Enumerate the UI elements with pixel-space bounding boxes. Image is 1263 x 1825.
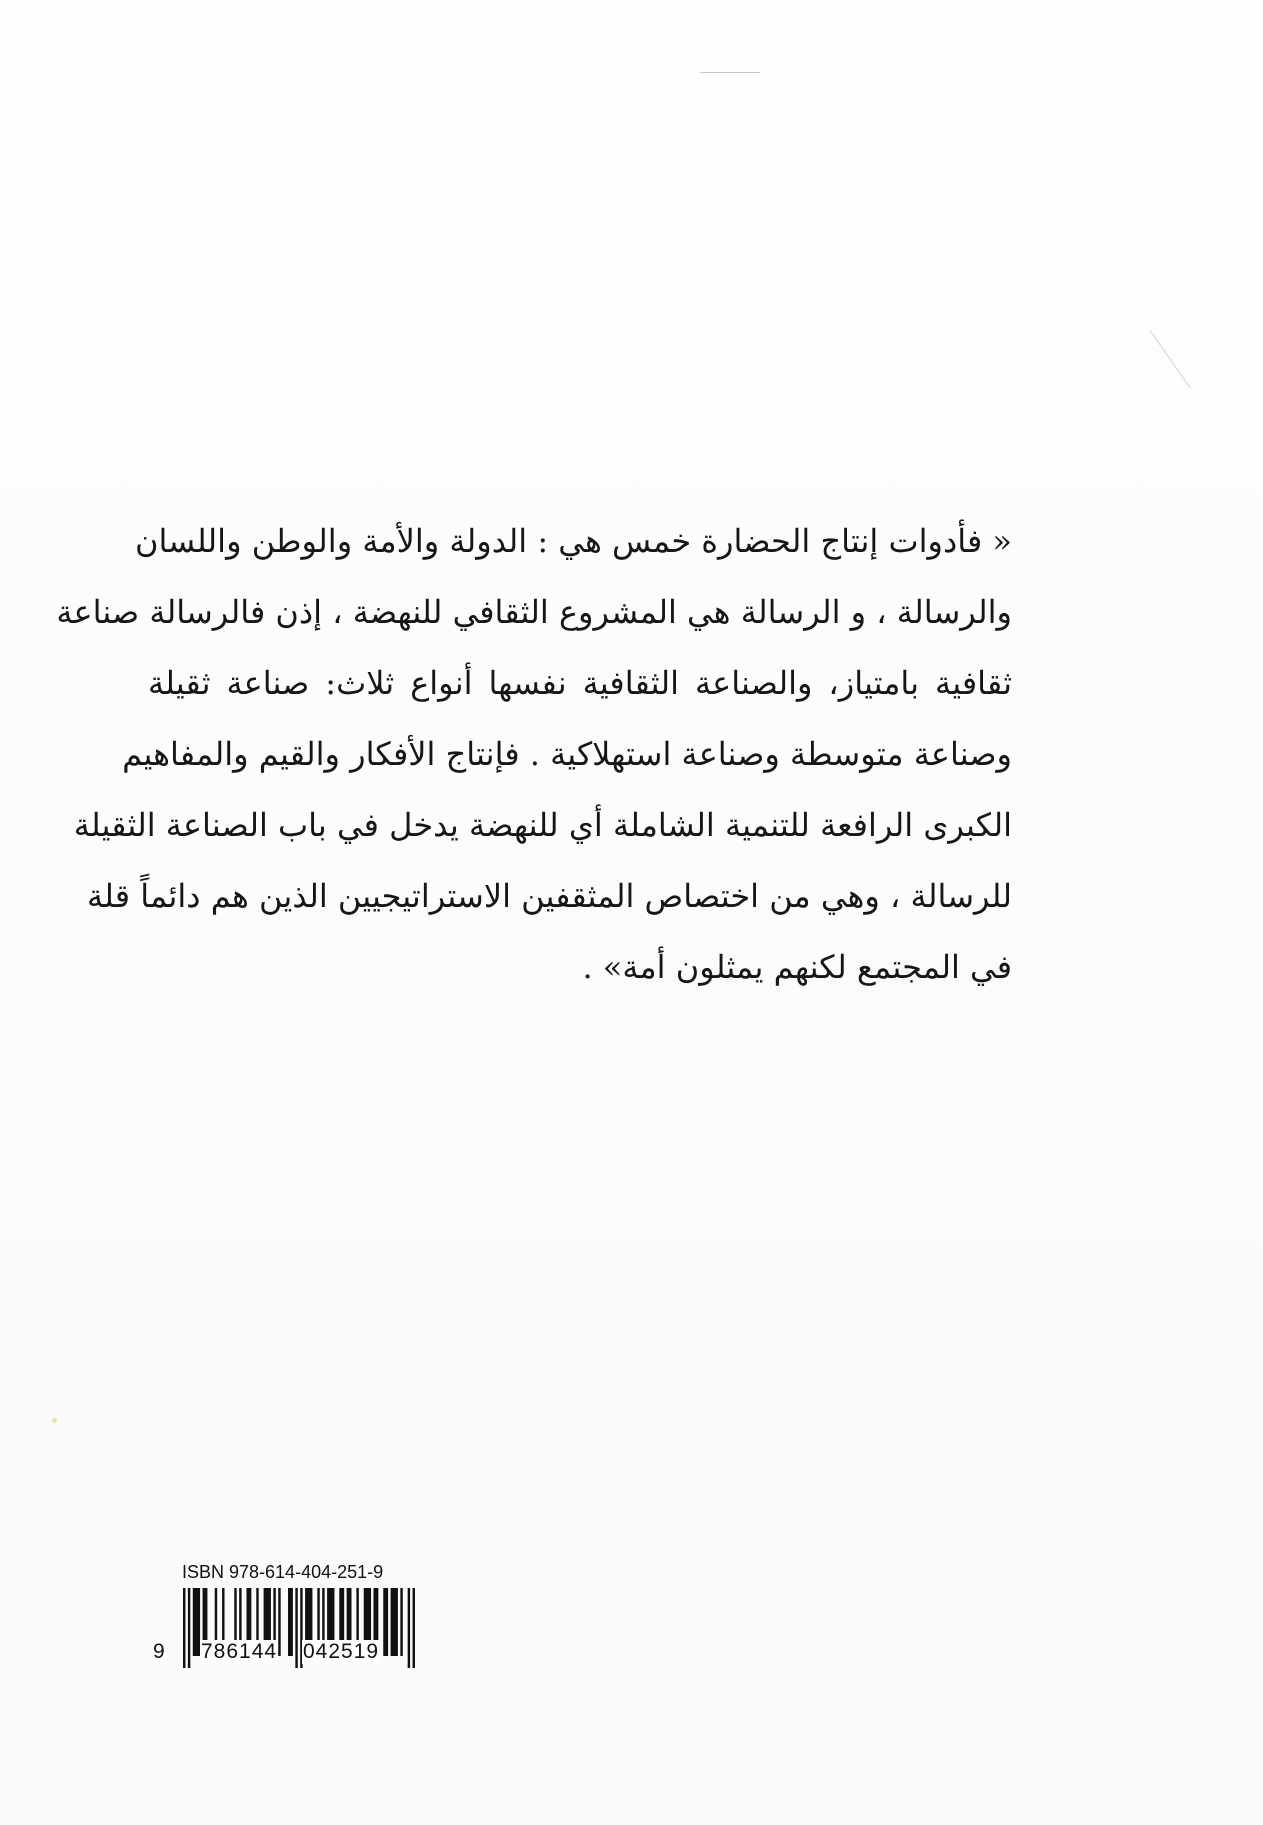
paper-scratch-mark (1150, 330, 1191, 388)
paper-speck (52, 1418, 57, 1423)
quote-line: ثقافية بامتياز، والصناعة الثقافية نفسها أنواع ثلاث: صناعة ثقيلة (148, 664, 1012, 702)
isbn-label: ISBN 978-614-404-251-9 (182, 1562, 384, 1582)
quote-line: الكبرى الرافعة للتنمية الشاملة أي للنهضة يدخل في باب الصناعة الثقيلة (73, 806, 1012, 844)
isbn-barcode (152, 1562, 422, 1672)
barcode-digits-right: 042519 (303, 1640, 380, 1663)
quote-line: « فأدوات إنتاج الحضارة خمس هي : الدولة والأمة والوطن واللسان (135, 522, 1012, 560)
quote-line: والرسالة ، و الرسالة هي المشروع الثقافي للنهضة ، إذن فالرسالة صناعة (56, 593, 1012, 631)
paper-scratch-mark (700, 72, 760, 73)
barcode-digits-left: 786144 (201, 1640, 278, 1663)
quote-line: وصناعة متوسطة وصناعة استهلاكية . فإنتاج الأفكار والقيم والمفاهيم (122, 735, 1012, 773)
barcode-digit-lead: 9 (153, 1640, 166, 1663)
barcode-digits (152, 1640, 422, 1670)
cover-quote (56, 506, 1012, 1003)
quote-line: للرسالة ، وهي من اختصاص المثقفين الاستراتيجيين الذين هم دائماً قلة (87, 877, 1012, 915)
quote-line: في المجتمع لكنهم يمثلون أمة» . (582, 948, 1012, 986)
